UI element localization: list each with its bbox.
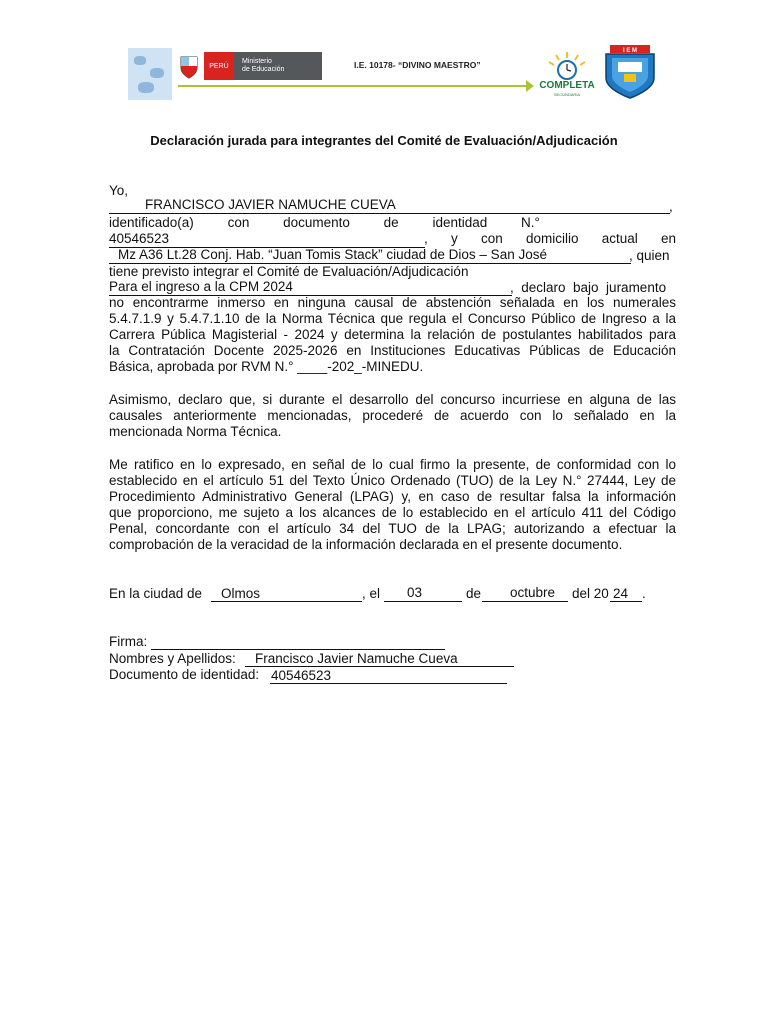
- name-comma: ,: [669, 199, 673, 214]
- p1-line-2: 5.4.7.1.9 y 5.4.7.1.10 de la Norma Técnica que regula el Concurso Público de Ingreso a la: [109, 311, 676, 326]
- names-value: Francisco Javier Namuche Cueva: [255, 651, 458, 666]
- p2-line-2: causales anteriormente mencionadas, procederé de acuerdo con lo señalado en la: [109, 408, 676, 423]
- el-label: , el: [362, 586, 381, 601]
- document-title: Declaración jurada para integrantes del Comité de Evaluación/Adjudicación: [150, 133, 618, 148]
- city-rule: [211, 601, 362, 602]
- p2-line-3: mencionada Norma Técnica.: [109, 424, 282, 439]
- firma-label: Firma:: [109, 634, 148, 649]
- p1-line-1: no encontrarme inmerso en ninguna causal de abstención señalada en los numerales: [109, 295, 676, 310]
- school-crest-icon: [602, 44, 658, 100]
- month-rule: [482, 601, 568, 602]
- name-rule: [109, 213, 670, 214]
- p2-line-1: Asimismo, declaro que, si durante el desarrollo del concurso incurriese en alguna de las: [109, 392, 676, 407]
- ministry-label: Ministerio de Educación: [234, 52, 322, 80]
- ingreso-value: Para el ingreso a la CPM 2024: [109, 279, 293, 294]
- p3-line-2: establecido en el artículo 51 del Texto Único Ordenado (TUO) de la Ley N.° 27444, Ley de: [109, 473, 676, 488]
- quien-text: , quien: [629, 248, 670, 263]
- p3-line-4: que proporciono, me sujeto a los alcances de lo establecido en el artículo 411 del Código: [109, 505, 676, 520]
- school-name: I.E. 10178- “DIVINO MAESTRO”: [354, 60, 481, 70]
- p3-line-5: Penal, concordante con el artículo 34 del TUO de la LPAG; autorizando a efectuar la: [109, 521, 676, 536]
- p3-line-1: Me ratifico en lo expresado, en señal de lo cual firmo la presente, de conformidad con lo: [109, 457, 676, 472]
- declarant-name: FRANCISCO JAVIER NAMUCHE CUEVA: [145, 197, 396, 212]
- year-value: 24: [613, 586, 629, 601]
- dni-value: 40546523: [109, 231, 170, 246]
- city-value: Olmos: [221, 586, 261, 601]
- identification-line: identificado(a) con documento de identidad N.°: [109, 215, 540, 230]
- city-label: En la ciudad de: [109, 586, 203, 601]
- peru-label: PERÚ: [204, 52, 234, 80]
- peru-map-image: [128, 48, 172, 100]
- day-value: 03: [407, 585, 423, 600]
- p3-line-6: comprobación de la veracidad de la información declarada en el presente documento.: [109, 537, 623, 552]
- day-rule: [384, 601, 462, 602]
- svg-text:I E M: I E M: [622, 48, 638, 54]
- month-value: octubre: [510, 585, 556, 600]
- de-label: de: [466, 586, 482, 601]
- svg-text:COMPLETA: COMPLETA: [539, 80, 595, 91]
- address-intro: , y con domicilio actual en: [424, 231, 676, 246]
- p1-line-4: la Contratación Docente 2025-2026 en Instituciones Educativas Públicas de Educación: [109, 343, 676, 358]
- doc-label: Documento de identidad:: [109, 667, 260, 682]
- header-divider: [178, 85, 528, 87]
- declaro-text: , declaro bajo juramento: [510, 280, 667, 295]
- address-value: Mz A36 Lt.28 Conj. Hab. “Juan Tomis Stack” ciudad de Dios – San José: [118, 247, 547, 262]
- p3-line-3: Procedimiento Administrativo General (LPAG) y, en caso de resultar falsa la información: [109, 489, 676, 504]
- p1-line-3: Carrera Pública Magisterial - 2024 y determina la relación de postulantes habilitados para: [109, 327, 676, 342]
- arrow-icon: [526, 80, 534, 92]
- yo-label: Yo,: [109, 183, 129, 198]
- letterhead: [128, 44, 658, 100]
- date-end: .: [642, 586, 646, 601]
- names-rule: [245, 666, 514, 667]
- svg-text:SECUNDARIA: SECUNDARIA: [553, 92, 581, 97]
- signature-line: [151, 649, 445, 650]
- names-label: Nombres y Apellidos:: [109, 651, 236, 666]
- doc-rule: [270, 683, 507, 684]
- previsto-text: tiene previsto integrar el Comité de Evaluación/Adjudicación: [109, 264, 469, 279]
- p1-line-5: Básica, aprobada por RVM N.° ____-202_-MINEDU.: [109, 359, 424, 374]
- peru-coat-of-arms-icon: [178, 54, 200, 80]
- jornada-escolar-completa-logo: [534, 50, 600, 98]
- year-rule: [610, 601, 642, 602]
- doc-value: 40546523: [271, 668, 332, 683]
- del-label: del 20: [572, 586, 609, 601]
